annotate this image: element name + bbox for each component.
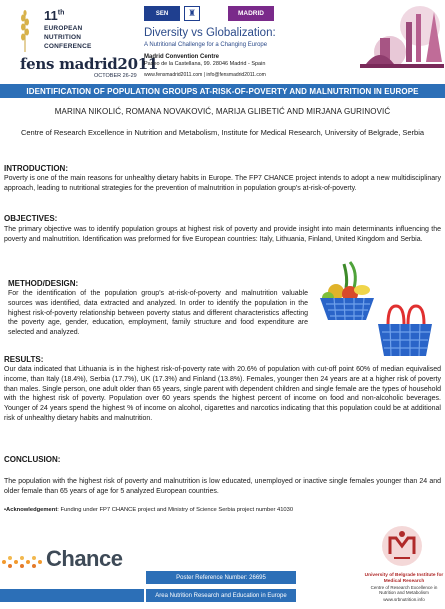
imr-centre: Centre of Research Excellence in Nutrition and Metabolism <box>370 585 438 596</box>
fruit-basket-icon <box>314 258 380 324</box>
conference-number: 11th <box>44 8 65 23</box>
affiliation: Centre of Research Excellence in Nutrition and Metabolism, Institute for Medical Research, University of Belgrade, Serbia <box>20 128 425 137</box>
madrid-skyline-decoration <box>360 2 444 82</box>
results-heading: RESULTS: <box>4 355 44 364</box>
conference-header <box>0 0 445 84</box>
conference-line-2: NUTRITION <box>44 34 82 41</box>
fens-madrid-brand: fens madrid2011 <box>20 55 158 73</box>
conference-website: www.fensmadrid2011.com | info@fensmadrid2011.com <box>144 72 266 78</box>
footer-left-bar <box>0 589 144 602</box>
acknowledgement-label: •Acknowledgement <box>4 507 58 513</box>
method-heading: METHOD/DESIGN: <box>8 279 79 288</box>
conference-headline: Diversity vs Globalization: <box>144 27 276 39</box>
acknowledgement <box>4 507 293 513</box>
conference-logo <box>18 4 158 82</box>
method-text: For the identification of the population group's at-risk-of-poverty and malnutrition valuable sources was identified, data extracted and analyzed. In order to identify the population in the highest risk-of-poverty relationship between poverty status and different characteristics affecting the poverty age, gender, education, employment, family structure and food expenditure are selected and analyzed. <box>8 290 308 337</box>
poster-reference: Poster Reference Number: 26695 <box>176 574 266 581</box>
madrid-logo: MADRID <box>228 6 274 21</box>
area-label: Area Nutrition Research and Education in Europe <box>155 592 287 599</box>
poster-reference-bar <box>146 571 296 584</box>
imr-logo-icon <box>380 524 424 568</box>
venue-info <box>144 54 265 68</box>
area-bar <box>146 589 296 602</box>
objectives-heading: OBJECTIVES: <box>4 214 58 223</box>
wheat-icon <box>20 8 30 52</box>
conference-subheadline: A Nutritional Challenge for a Changing Europe <box>144 42 268 48</box>
authors: MARINA NIKOLIĆ, ROMANA NOVAKOVIĆ, MARIJA GLIBETIĆ AND MIRJANA GURINOVIĆ <box>54 107 391 116</box>
chance-logo: Chance <box>46 546 123 571</box>
conference-line-3: CONFERENCE <box>44 43 92 50</box>
conclusion-heading: CONCLUSION: <box>4 455 61 464</box>
sen-logo: SEN <box>144 6 180 21</box>
empty-basket-icon <box>374 302 436 360</box>
imr-name: University of Belgrade Institute for Medical Research <box>364 573 444 584</box>
madrid-crest-icon: ♜ <box>184 6 200 21</box>
conference-dates: OCTOBER 26-29 <box>94 73 137 79</box>
venue-address: Paseo de la Castellana, 99. 28046 Madrid - Spain <box>144 61 266 67</box>
conclusion-text: The population with the highest risk of poverty and malnutrition is low educated, unemployed or inactive single females younger than 24 and older female than 65 years of age for 5 analyzed European countries. <box>4 478 441 495</box>
introduction-heading: INTRODUCTION: <box>4 164 68 173</box>
poster-title: IDENTIFICATION OF POPULATION GROUPS AT-RISK-OF-POVERTY AND MALNUTRITION IN EUROPE <box>26 86 419 96</box>
conference-line-1: EUROPEAN <box>44 25 83 32</box>
acknowledgement-text: : Funding under FP7 CHANCE project and Ministry of Science Serbia project number 41030 <box>57 507 294 513</box>
chance-dots-icon <box>1 553 43 571</box>
venue-name: Madrid Convention Centre <box>144 54 220 60</box>
imr-website: www.srbnutrition.info <box>383 597 425 602</box>
introduction-text: Poverty is one of the main reasons for unhealthy dietary habits in Europe. The FP7 CHANCE project intends to adopt a new multidisciplinary approach, leading to nutritional strategies for the prevention of malnutrition in population group's at-risk-of-poverty. <box>4 175 441 192</box>
poster-title-bar <box>0 84 445 98</box>
objectives-text: The primary objective was to identify population groups at highest risk of poverty and provide insight into main determinants influencing the poverty and malnutrition. Identification was preformed for five European countries: Italy, Lithuania, Finland, United Kingdom and Serbia. <box>4 226 441 243</box>
results-text: Our data indicated that Lithuania is in the highest risk-of-poverty rate with 20.6% of population with cut-off point 60% of median equivalised income, than Italy (18.4%), Serbia (17.7%), UK (17.3%) and Finland (13.8%). Females, younger then 24 years are at a higher risk of poverty than males. Single person, one adult older than 65 years, single parent with dependent children and single female are the types of household with the highest risk of poverty. Population over 60 years spends the highest percent of income on food and non-alcoholic beverages. Younger of 24 years spend the highest % of income on alcohol, cigarettes and narcotics indicating that this population could be at additional risk of unhealthy dietary habits and malnutrition. <box>4 366 441 422</box>
